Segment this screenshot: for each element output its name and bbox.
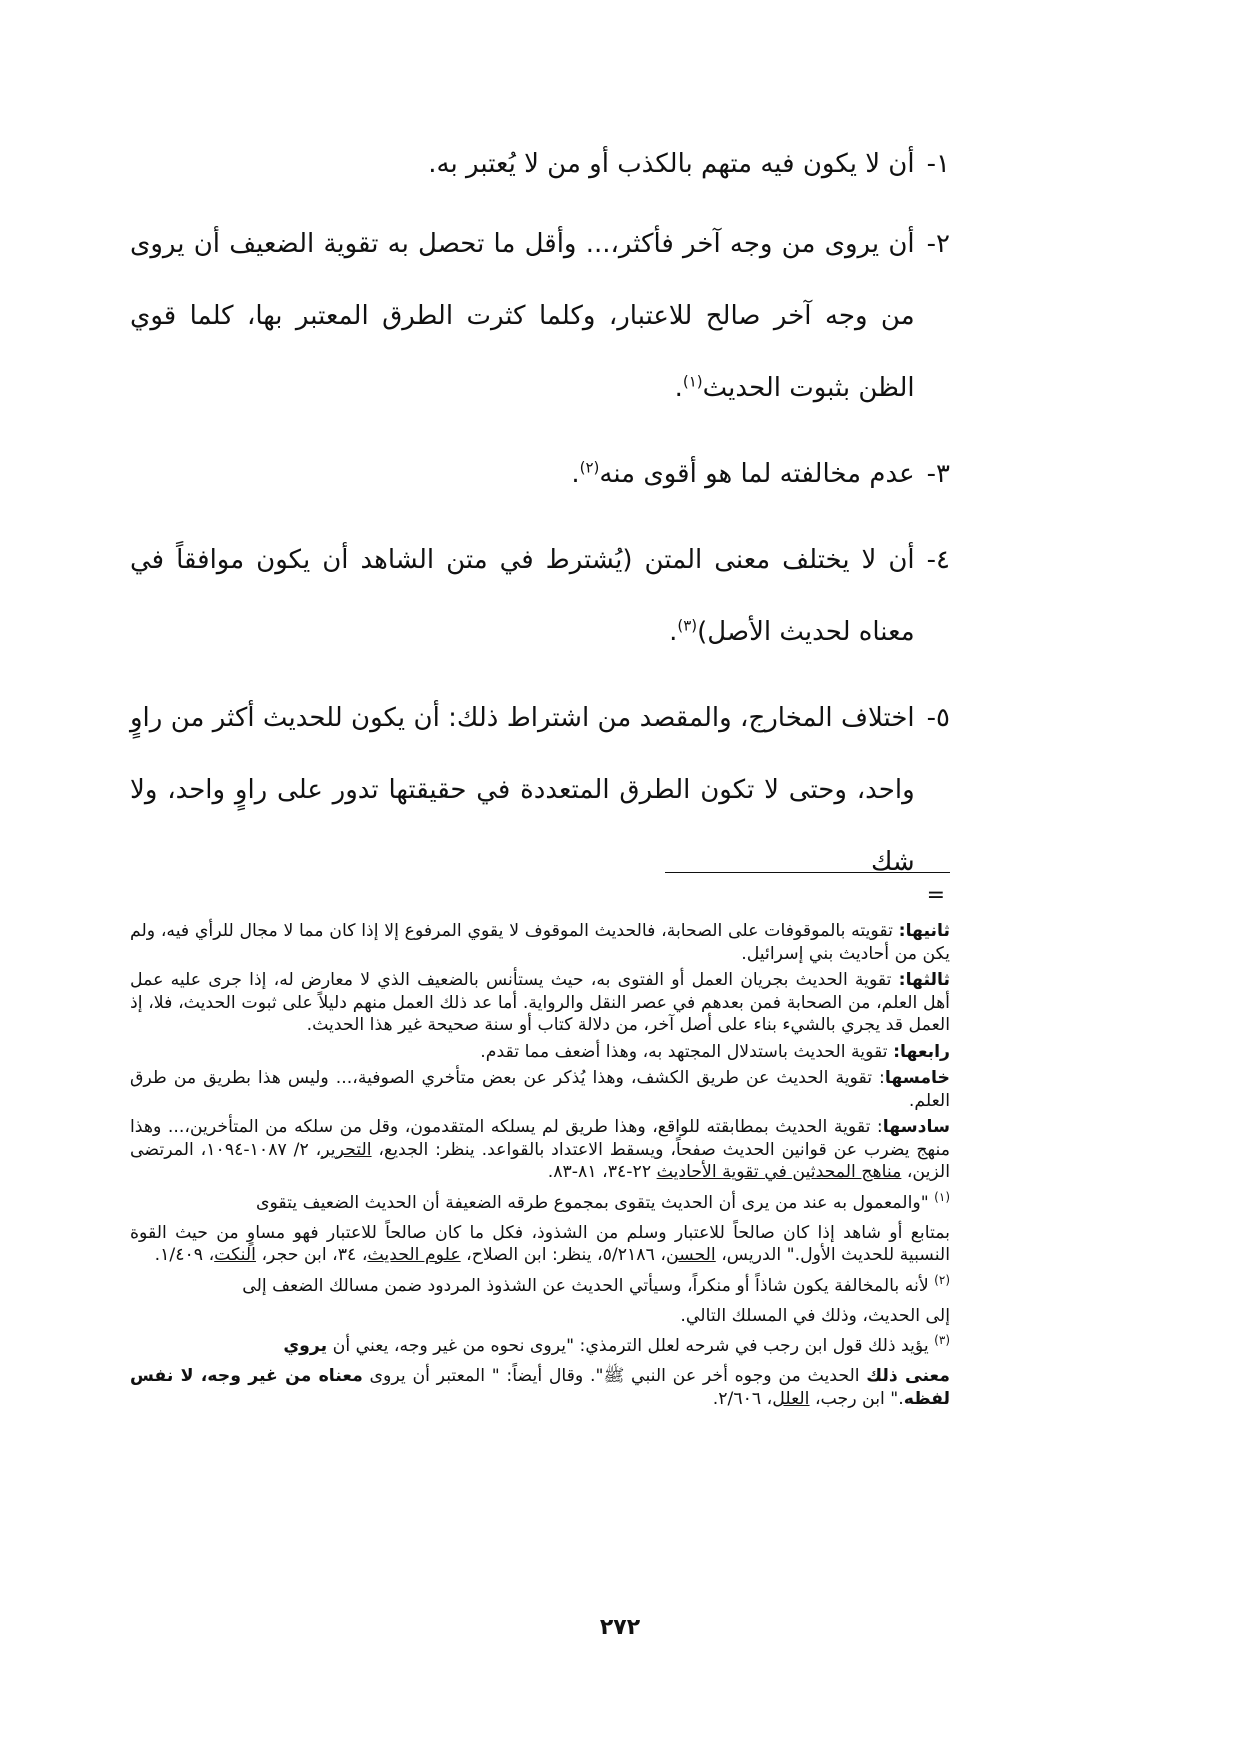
footnote-thalithuha <box>130 969 950 1037</box>
footnote-text: تقوية الحديث باستدلال المجتهد به، وهذا أضعف مما تقدم. <box>480 1041 894 1062</box>
footnote-line <box>130 1305 950 1328</box>
footnote-label: رابعها: <box>893 1041 950 1062</box>
list-item-5 <box>130 682 950 898</box>
footnote-text: ، ٢/٦٠٦. <box>712 1388 773 1409</box>
footnote-text: تقوية الحديث بجريان العمل أو الفتوى به، حيث يستأنس بالضعيف الذي لا معارض له، إذا جرى عليه عمل أهل العلم، من الصحابة فمن بعدهم في عصر النقل والرواية. أما عد ذلك العمل منهم دليلاً على ثبوت الحديث، فلا، إذ العمل قد يجري بالشيء بناء على أصل آخر، من دلالة كتاب أو سنة صحيحة غير هذا الحديث. <box>130 970 950 1035</box>
footnote-label: ثانيها: <box>898 921 950 941</box>
reference-title: الحسن <box>665 1245 716 1265</box>
footnote-rabiuha <box>130 1041 950 1064</box>
item-text: اختلاف المخارج، والمقصد من اشتراط ذلك: أن يكون للحديث أكثر من راوٍ واحد، وحتى لا تكون الطرق المتعددة في حقيقتها تدور على راوٍ واحد، ولا شك <box>130 703 915 877</box>
list-item-2 <box>130 208 950 424</box>
item-text-body: عدم مخالفته لما هو أقوى منه <box>599 459 915 489</box>
footnote-3 <box>130 1331 950 1410</box>
reference-title: التحرير <box>321 1139 372 1160</box>
footnote-line <box>130 1365 950 1410</box>
footnote-text: إلى الحديث، وذلك في المسلك التالي. <box>680 1305 950 1326</box>
footnote-ref-3[interactable]: (٣) <box>677 616 698 635</box>
footnote-label: خامسها <box>884 1068 950 1088</box>
reference-title: علوم الحديث <box>367 1245 461 1265</box>
list-item-4 <box>130 524 950 668</box>
list-item-1 <box>130 128 950 200</box>
footnote-text: ، ١/٤٠٩. <box>154 1245 215 1265</box>
item-text: أن لا يكون فيه متهم بالكذب أو من لا يُعتبر به. <box>428 149 915 179</box>
footnote-text: لأنه بالمخالفة يكون شاذاً أو منكراً، وسيأتي الحديث عن الشذوذ المردود ضمن مسالك الضعف إلى <box>242 1275 935 1296</box>
main-text <box>130 128 950 898</box>
footnote-1 <box>130 1188 950 1267</box>
reference-title: العلل <box>772 1388 810 1409</box>
footnote-line <box>130 1271 950 1301</box>
footnote-thaniha <box>130 920 950 965</box>
item-text-body: أن لا يختلف معنى المتن (يُشترط في متن الشاهد أن يكون موافقاً في معناه لحديث الأصل) <box>130 545 915 647</box>
footnotes <box>130 920 950 1414</box>
item-text-end: . <box>674 373 683 403</box>
footnote-text: ." ابن رجب، <box>809 1388 904 1409</box>
item-number: ١- <box>926 149 950 179</box>
item-text <box>130 524 915 668</box>
footnote-bold: معنى ذلك <box>866 1366 950 1386</box>
footnote-text: يؤيد ذلك قول ابن رجب في شرحه لعلل الترمذي: "يروى نحوه من غير وجه، يعني أن <box>327 1336 935 1356</box>
list-item-3 <box>130 438 950 510</box>
footnote-text: تقويته بالموقوفات على الصحابة، فالحديث الموقوف لا يقوي المرفوع إلا إذا كان مما لا مجال للرأي فيه، ولم يكن من أحاديث بني إسرائيل. <box>130 921 950 964</box>
footnote-label: سادسها <box>882 1117 950 1137</box>
reference-title: النكت <box>214 1245 256 1265</box>
footnote-number: (٢) <box>934 1272 950 1287</box>
footnote-text: ، ٣٤، ابن حجر، <box>255 1245 368 1265</box>
item-text-end: . <box>571 459 580 489</box>
item-number: ٣- <box>926 459 950 489</box>
footnote-ref-1[interactable]: (١) <box>682 372 703 391</box>
item-text <box>130 438 915 510</box>
footnote-text: ٢٢-٣٤، ٨١-٨٣. <box>547 1162 657 1182</box>
item-number: ٤- <box>926 545 950 575</box>
footnote-2 <box>130 1271 950 1328</box>
footnote-text: ، ٢/ ١٠٨٧-١٠٩٤، المرتضى الزين، <box>130 1139 950 1182</box>
footnote-line <box>130 1222 950 1267</box>
footnote-ref-2[interactable]: (٢) <box>579 458 600 477</box>
footnote-bold: يروي <box>283 1336 328 1356</box>
footnote-label: ثالثها: <box>898 970 950 990</box>
footnote-number: (٣) <box>934 1333 950 1348</box>
item-text-end: . <box>669 617 678 647</box>
footnote-text: الحديث من وجوه أخر عن النبي ﷺ". وقال أيضاً: " المعتبر أن يروى <box>362 1366 867 1386</box>
footnote-text: : تقوية الحديث بمطابقته للواقع، وهذا طريق لم يسلكه المتقدمون، وقل من سلكه من المتأخرين،... وهذا منهج يضرب عن قوانين الحديث صفحاً، ويسقط الاعتداد بالقواعد. ينظر: الجديع، <box>130 1117 950 1160</box>
footnote-separator <box>665 872 950 873</box>
page-number: ٢٧٢ <box>599 1615 641 1640</box>
footnote-text: : تقوية الحديث عن طريق الكشف، وهذا يُذكر عن بعض متأخري الصوفية،... وليس هذا بطريق من طرق العلم. <box>130 1068 950 1111</box>
reference-title: مناهج المحدثين في تقوية الأحاديث <box>656 1162 902 1182</box>
footnote-line <box>130 1331 950 1361</box>
item-number: ٥- <box>926 703 950 733</box>
footnote-number: (١) <box>934 1189 950 1204</box>
footnote-text: بمتابع أو شاهد إذا كان صالحاً للاعتبار وسلم من الشذوذ، فكل ما كان صالحاً للاعتبار فهو مساوٍ من حيث القوة النسبية للحديث الأول." الدريس، <box>130 1222 950 1265</box>
footnote-khamisuha <box>130 1067 950 1112</box>
item-text <box>130 208 915 424</box>
footnote-sadisuha <box>130 1116 950 1184</box>
footnote-line <box>130 1188 950 1218</box>
footnote-bold: معناه من غير وجه، لا نفس لفظه <box>130 1366 950 1409</box>
item-text-body: أن يروى من وجه آخر فأكثر،... وأقل ما تحصل به تقوية الضعيف أن يروى من وجه آخر صالح للاعتبار، وكلما كثرت الطرق المعتبر بها، كلما قوي الظن بثبوت الحديث <box>130 229 915 403</box>
footnote-text: "والمعمول به عند من يرى أن الحديث يتقوى بمجموع طرقه الضعيفة أن الحديث الضعيف يتقوى <box>255 1192 935 1213</box>
footnote-continuation-mark: = <box>926 883 945 908</box>
footnote-text: ، ٥/٢١٨٦، ينظر: ابن الصلاح، <box>460 1245 666 1265</box>
item-number: ٢- <box>926 229 950 259</box>
